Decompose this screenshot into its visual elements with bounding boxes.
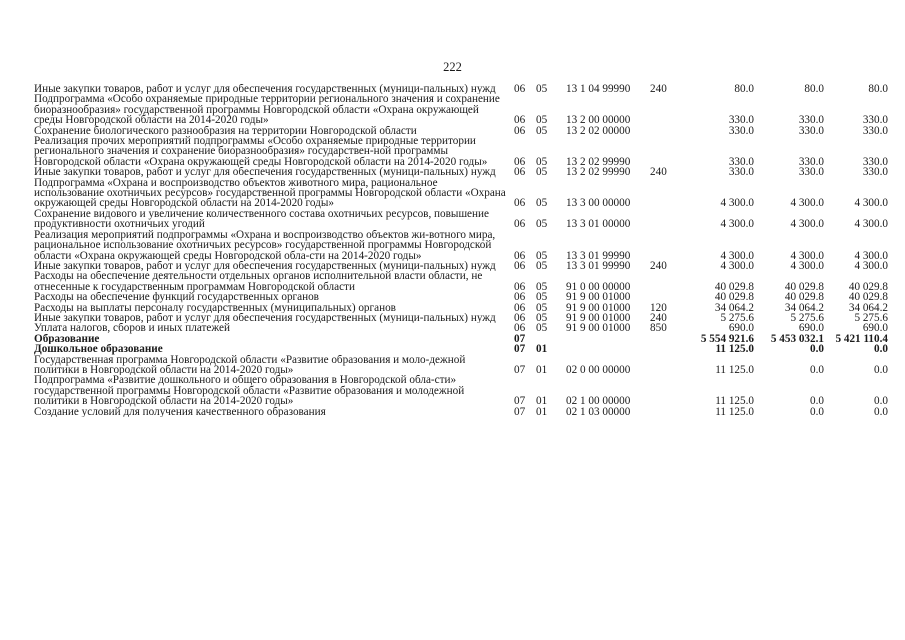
row-vr: [650, 230, 682, 261]
row-vr: [650, 292, 682, 302]
row-sum-2020: 5 421 110.4: [835, 333, 888, 345]
row-podrazdel: 05: [536, 167, 548, 178]
row-sum-2019: 5 453 032.1: [770, 333, 824, 345]
row-sum-2018: 4 300.0: [720, 260, 754, 272]
table-row: [34, 230, 888, 261]
row-vr: 240: [650, 312, 667, 324]
row-sum-2020: 4 300.0: [854, 249, 888, 261]
row-name: Подпрограмма «Развитие дошкольного и общего образования в Новгородской обла-сти» государственной программы Новгородской области «Развитие образования и молодежной политики в Новгородской области на 2014-2020 годы»: [34, 375, 465, 407]
row-csr: 02 1 03 00000: [566, 406, 631, 417]
row-sum-2019: 0.0: [810, 363, 824, 376]
budget-table: [34, 84, 888, 417]
row-razdel: 06: [514, 125, 526, 137]
row-razdel: 06: [514, 292, 526, 303]
row-sum-2018: 80.0: [734, 84, 754, 95]
row-vr: 120: [650, 302, 667, 313]
row-sum-2018: 330.0: [728, 114, 754, 126]
row-sum-2018: 11 125.0: [715, 395, 754, 407]
row-name: Государственная программа Новгородской области «Развитие образования и моло-дежной политики в Новгородской области на 2014-2020 годы»: [34, 354, 466, 376]
table-row: [34, 84, 888, 94]
row-razdel: 06: [514, 197, 526, 209]
row-podrazdel: 05: [536, 218, 548, 230]
row-sum-2019: 5 275.6: [790, 312, 824, 324]
row-sum-2019: 0.0: [810, 395, 824, 407]
row-sum-2018: 11 125.0: [715, 363, 754, 376]
row-sum-2020: 40 029.8: [848, 280, 888, 293]
row-vr: 240: [650, 260, 667, 272]
row-sum-2018: 4 300.0: [720, 218, 754, 230]
row-name: Дошкольное образование: [34, 344, 163, 355]
row-sum-2020: 330.0: [862, 125, 888, 137]
row-vr: [650, 334, 682, 344]
row-vr: [650, 355, 682, 376]
row-vr: 850: [650, 323, 667, 334]
row-csr: 91 9 00 01000: [566, 302, 631, 313]
row-sum-2020: 80.0: [868, 84, 888, 95]
row-sum-2019: 4 300.0: [790, 218, 824, 230]
row-sum-2018: 40 029.8: [714, 280, 754, 293]
row-podrazdel: 05: [536, 323, 548, 334]
row-podrazdel: 05: [536, 280, 548, 293]
row-sum-2020: 0.0: [874, 344, 888, 355]
row-sum-2020: 0.0: [874, 395, 888, 407]
row-csr: 91 9 00 01000: [566, 312, 631, 324]
row-vr: [650, 178, 682, 209]
row-sum-2018: 330.0: [728, 167, 754, 178]
table-row: [34, 261, 888, 271]
row-sum-2018: 40 029.8: [714, 292, 754, 303]
row-podrazdel: 05: [536, 114, 548, 126]
row-sum-2018: 330.0: [728, 155, 754, 168]
row-sum-2018: 5 275.6: [720, 312, 754, 324]
row-razdel: 07: [514, 344, 526, 355]
row-sum-2020: 0.0: [874, 363, 888, 376]
row-csr: 13 3 01 99990: [566, 260, 631, 272]
row-csr: 13 3 01 99990: [566, 249, 631, 261]
row-sum-2019: 0.0: [810, 344, 824, 355]
row-csr: [566, 334, 650, 344]
row-name: Иные закупки товаров, работ и услуг для обеспечения государственных (муници-пальных) нужд: [34, 260, 496, 272]
row-vr: 240: [650, 84, 667, 95]
row-name: Реализация прочих мероприятий подпрограммы «Особо охраняемые природные территории регионального значения и сохранение биоразнообразия» государствен-ной программы Новгородской области «Охрана окружающей среды Новгородской области на 2014-2020 годы»: [34, 136, 488, 168]
row-podrazdel: 01: [536, 406, 548, 417]
row-razdel: 07: [514, 406, 526, 417]
table-row: [34, 167, 888, 177]
table-row: [34, 375, 888, 406]
row-vr: [650, 375, 682, 406]
row-csr: 02 0 00 00000: [566, 363, 631, 376]
row-podrazdel: 05: [536, 312, 548, 324]
row-podrazdel: 05: [536, 249, 548, 261]
row-sum-2019: 40 029.8: [784, 292, 824, 303]
row-razdel: 07: [514, 363, 526, 376]
row-podrazdel: 05: [536, 197, 548, 209]
row-podrazdel: 01: [536, 344, 548, 355]
table-row: [34, 407, 888, 417]
row-csr: 02 1 00 00000: [566, 395, 631, 407]
row-razdel: 06: [514, 249, 526, 261]
row-sum-2019: 330.0: [798, 167, 824, 178]
row-sum-2018: 34 064.2: [714, 302, 754, 313]
row-csr: 13 1 04 99990: [566, 84, 631, 95]
row-csr: 91 9 00 01000: [566, 292, 631, 303]
row-vr: [650, 271, 682, 292]
row-name: Сохранение биологического разнообразия на территории Новгородской области: [34, 125, 417, 137]
table-row: [34, 344, 888, 354]
row-csr: 13 2 02 99990: [566, 155, 631, 168]
row-name: Образование: [34, 333, 100, 345]
table-row: [34, 313, 888, 323]
row-sum-2018: 11 125.0: [715, 406, 754, 417]
row-razdel: 06: [514, 302, 526, 313]
row-name: Уплата налогов, сборов и иных платежей: [34, 323, 230, 334]
row-vr: [650, 94, 682, 125]
row-sum-2020: 330.0: [862, 167, 888, 178]
row-name: Иные закупки товаров, работ и услуг для обеспечения государственных (муници-пальных) нужд: [34, 312, 496, 324]
row-podrazdel: 01: [536, 395, 548, 407]
row-csr: 13 3 01 00000: [566, 218, 631, 230]
row-razdel: 06: [514, 114, 526, 126]
row-sum-2019: 4 300.0: [790, 249, 824, 261]
table-row: [34, 355, 888, 376]
row-sum-2018: 4 300.0: [720, 249, 754, 261]
row-name: Расходы на обеспечение деятельности отдельных органов исполнительной власти области, не отнесенные к государственным программам Новгородской области: [34, 271, 483, 293]
row-name: Расходы на обеспечение функций государственных органов: [34, 292, 319, 303]
row-name: Расходы на выплаты персоналу государственных (муниципальных) органов: [34, 302, 396, 313]
row-sum-2019: 330.0: [798, 114, 824, 126]
row-podrazdel: 05: [536, 292, 548, 303]
row-vr: 240: [650, 167, 667, 178]
table-row: [34, 209, 888, 230]
row-sum-2019: 4 300.0: [790, 260, 824, 272]
row-razdel: 07: [514, 333, 526, 345]
row-razdel: 06: [514, 167, 526, 178]
row-vr: [650, 126, 682, 136]
row-sum-2020: 330.0: [862, 114, 888, 126]
row-vr: [650, 209, 682, 230]
row-sum-2020: 34 064.2: [848, 302, 888, 313]
row-sum-2019: 330.0: [798, 155, 824, 168]
row-podrazdel: 01: [536, 363, 548, 376]
row-name: Иные закупки товаров, работ и услуг для обеспечения государственных (муници-пальных) нужд: [34, 167, 496, 178]
row-razdel: 06: [514, 155, 526, 168]
row-podrazdel: 05: [536, 125, 548, 137]
row-razdel: 06: [514, 260, 526, 272]
table-row: [34, 271, 888, 292]
row-name: Реализация мероприятий подпрограммы «Охрана и воспроизводство объектов жи-вотного мира, рациональное использование охотничьих ресурсов» государственной программы Новгородской области «Охрана окружающей среды Новгородской обла-сти на 2014-2020 годы»: [34, 229, 496, 261]
row-vr: [650, 407, 682, 417]
table-row: [34, 136, 888, 167]
row-razdel: 06: [514, 84, 526, 95]
row-razdel: 06: [514, 312, 526, 324]
table-row: [34, 303, 888, 313]
row-sum-2020: 4 300.0: [854, 260, 888, 272]
row-podrazdel: 05: [536, 155, 548, 168]
row-csr: 13 2 00 00000: [566, 114, 631, 126]
table-row: [34, 334, 888, 344]
row-sum-2018: 4 300.0: [720, 197, 754, 209]
row-sum-2020: 4 300.0: [854, 218, 888, 230]
row-sum-2019: 690.0: [798, 323, 824, 334]
row-sum-2020: 0.0: [874, 406, 888, 417]
table-row: [34, 323, 888, 333]
row-sum-2018: 330.0: [728, 125, 754, 137]
row-razdel: 06: [514, 218, 526, 230]
row-sum-2019: 4 300.0: [790, 197, 824, 209]
row-sum-2018: 11 125.0: [715, 344, 754, 355]
table-row: [34, 178, 888, 209]
row-sum-2018: 690.0: [728, 323, 754, 334]
row-csr: 13 2 02 00000: [566, 125, 631, 137]
row-name: Подпрограмма «Особо охраняемые природные территории регионального значения и сохранение биоразнообразия» государственной программы Новгородской области «Охрана окружающей среды Новгородской области на 2014-2020 годы»: [34, 94, 500, 126]
row-sum-2020: 5 275.6: [854, 312, 888, 324]
row-name: Создание условий для получения качественного образования: [34, 406, 326, 417]
row-vr: [650, 136, 682, 167]
row-csr: 13 3 00 00000: [566, 197, 631, 209]
row-csr: 91 0 00 00000: [566, 280, 631, 293]
row-sum-2020: 330.0: [862, 155, 888, 168]
row-podrazdel: 05: [536, 260, 548, 272]
row-sum-2020: 40 029.8: [848, 292, 888, 303]
table-row: [34, 94, 888, 125]
row-csr: 91 9 00 01000: [566, 323, 631, 334]
row-sum-2020: 4 300.0: [854, 197, 888, 209]
row-podrazdel: 05: [536, 84, 548, 95]
row-vr: [650, 344, 682, 354]
row-sum-2019: 40 029.8: [784, 280, 824, 293]
row-razdel: 07: [514, 395, 526, 407]
row-name: Сохранение видового и увеличение количественного состава охотничьих ресурсов, повышение продуктивности охотничьих угодий: [34, 208, 489, 230]
row-sum-2019: 0.0: [810, 406, 824, 417]
row-razdel: 06: [514, 323, 526, 334]
row-sum-2018: 5 554 921.6: [700, 333, 754, 345]
row-sum-2020: 690.0: [862, 323, 888, 334]
row-name: Иные закупки товаров, работ и услуг для обеспечения государственных (муници-пальных) нужд: [34, 84, 496, 95]
row-sum-2019: 80.0: [804, 84, 824, 95]
page-number: 222: [443, 60, 462, 74]
row-csr: [566, 344, 650, 354]
row-csr: 13 2 02 99990: [566, 167, 631, 178]
table-row: [34, 126, 888, 136]
row-sum-2019: 330.0: [798, 125, 824, 137]
row-razdel: 06: [514, 280, 526, 293]
row-podrazdel: [536, 334, 566, 344]
row-podrazdel: 05: [536, 302, 548, 313]
row-sum-2019: 34 064.2: [784, 302, 824, 313]
row-name: Подпрограмма «Охрана и воспроизводство объектов животного мира, рациональное использование охотничьих ресурсов» государственной программы Новгородской области «Охрана окружающей среды Новгородской области на 2014-2020 годы»: [34, 177, 506, 209]
table-row: [34, 292, 888, 302]
